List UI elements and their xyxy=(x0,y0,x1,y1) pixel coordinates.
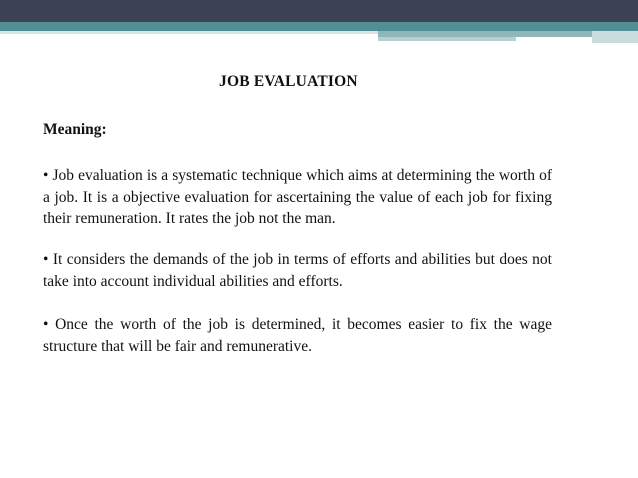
accent-stripe-light xyxy=(0,31,378,34)
slide-title: JOB EVALUATION xyxy=(219,73,358,90)
accent-stripe-right-corner xyxy=(592,31,638,43)
accent-stripe-right-lower xyxy=(378,37,516,41)
bullet-paragraph-1: • Job evaluation is a systematic technique which aims at determining the worth of a job. It is a objective evaluation for ascertaining the value of each job for fixing their remuneration. It rates the job not the man. xyxy=(43,167,552,227)
header-band xyxy=(0,0,638,22)
bullet-paragraph-2: • It considers the demands of the job in terms of efforts and abilities but does not take into account individual abilities and efforts. xyxy=(43,251,552,290)
section-heading: Meaning: xyxy=(43,121,107,138)
bullet-paragraph-3: • Once the worth of the job is determined, it becomes easier to fix the wage structure that will be fair and remunerative. xyxy=(43,316,552,355)
accent-stripe xyxy=(0,22,638,31)
